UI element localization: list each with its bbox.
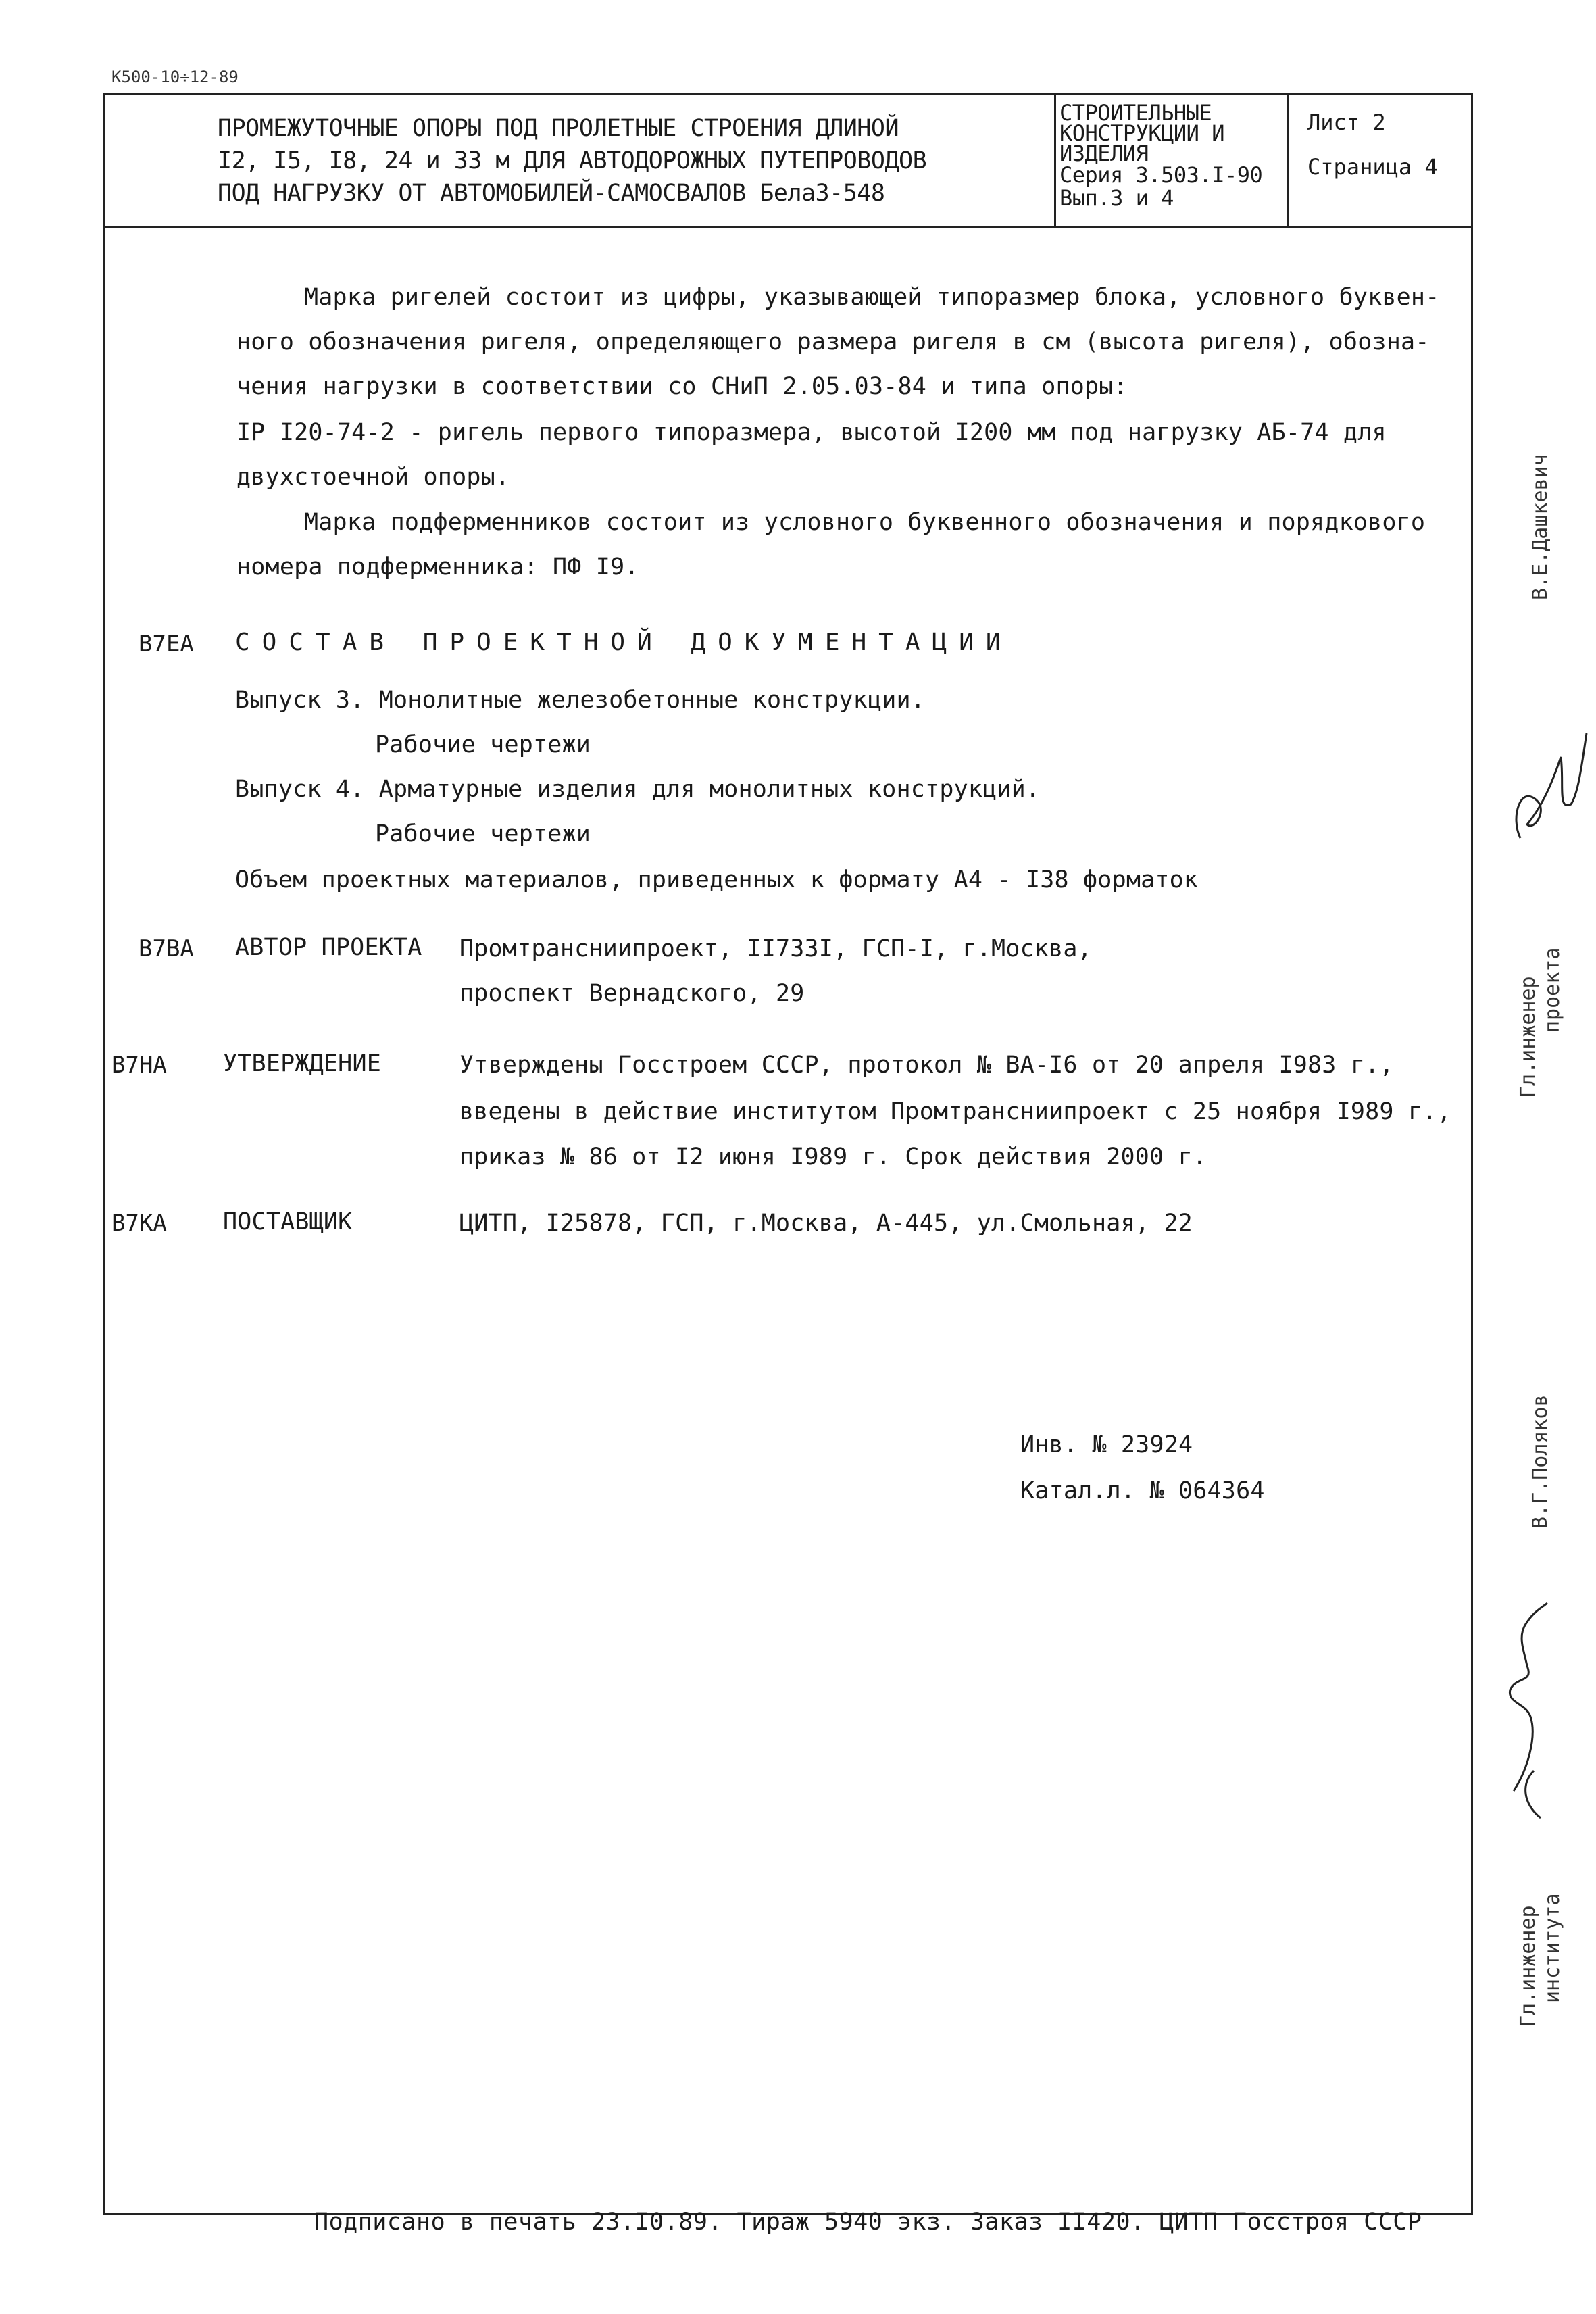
margin-role: проекта [1541,947,1564,1033]
paragraph-line: номера подферменника: ПФ I9. [236,553,639,581]
section-heading: СОСТАВ ПРОЕКТНОЙ ДОКУМЕНТАЦИИ [235,629,1013,656]
author-line: Промтрансниипроект, II733I, ГСП-I, г.Москва, [459,935,1092,962]
series-number: Серия 3.503.I-90 [1059,162,1263,188]
section-code: В7НА [111,1052,167,1079]
composition-line: Выпуск 4. Арматурные изделия для монолитных конструкций. [235,776,1041,803]
stamp-divider [1054,93,1056,227]
paragraph-line: двухстоечной опоры. [236,464,510,491]
series-line: СТРОИТЕЛЬНЫЕ [1059,100,1212,126]
section-code: В7ЕА [139,631,194,658]
section-code: В7КА [111,1210,167,1237]
section-label: ПОСТАВЩИК [223,1208,353,1235]
paragraph-line: чения нагрузки в соответствии со СНиП 2.05.03-84 и типа опоры: [236,373,1128,400]
document-title-line: ПРОМЕЖУТОЧНЫЕ ОПОРЫ ПОД ПРОЛЕТНЫЕ СТРОЕНИЯ ДЛИНОЙ [218,115,899,142]
section-label: АВТОР ПРОЕКТА [235,934,422,961]
margin-name: В.Г.Поляков [1528,1394,1552,1529]
approval-line: введены в действие институтом Промтрансниипроект с 25 ноября I989 г., [459,1098,1451,1125]
paragraph-line: ного обозначения ригеля, определяющего размера ригеля в см (высота ригеля), обозна- [236,328,1430,355]
page-number: Страница 4 [1307,154,1438,180]
approval-line: Утверждены Госстроем СССР, протокол № ВА-I6 от 20 апреля I983 г., [459,1052,1394,1079]
composition-line: Выпуск 3. Монолитные железобетонные конструкции. [235,687,926,714]
sheet-number: Лист 2 [1307,109,1386,135]
margin-role: института [1541,1893,1564,2003]
stamp-divider [1287,93,1289,227]
margin-name: В.Е.Дашкевич [1528,453,1552,600]
composition-line: Рабочие чертежи [375,731,591,758]
signature-image [1507,730,1588,845]
paragraph-line: Марка ригелей состоит из цифры, указывающей типоразмер блока, условного буквен- [304,284,1440,311]
series-line: КОНСТРУКЦИИ И [1059,120,1224,146]
approval-line: приказ № 86 от I2 июня I989 г. Срок действия 2000 г. [459,1143,1207,1171]
margin-role: Гл.инженер [1516,1905,1540,2027]
stamp-divider [103,226,1473,228]
section-code: В7ВА [139,935,194,962]
paragraph-line: Марка подферменников состоит из условного буквенного обозначения и порядкового [304,509,1426,536]
series-issue: Вып.3 и 4 [1059,185,1174,211]
supplier-line: ЦИТП, I25878, ГСП, г.Москва, А-445, ул.Смольная, 22 [459,1210,1193,1237]
catalog-number: Катал.л. № 064364 [1020,1477,1265,1504]
paragraph-line: IР I20-74-2 - ригель первого типоразмера, высотой I200 мм под нагрузку АБ-74 для [236,419,1387,446]
composition-line: Рабочие чертежи [375,820,591,847]
section-label: УТВЕРЖДЕНИЕ [223,1050,381,1077]
composition-line: Объем проектных материалов, приведенных к формату А4 - I38 форматок [235,866,1199,893]
signature-image [1487,1602,1561,1825]
document-title-line: I2, I5, I8, 24 и 33 м ДЛЯ АВТОДОРОЖНЫХ ПУТЕПРОВОДОВ [218,147,927,174]
document-title-line: ПОД НАГРУЗКУ ОТ АВТОМОБИЛЕЙ-САМОСВАЛОВ БелаЗ-548 [218,180,885,207]
author-line: проспект Вернадского, 29 [459,980,805,1007]
corner-code: К500-10÷12-89 [111,68,239,87]
series-line: ИЗДЕЛИЯ [1059,141,1149,166]
margin-role: Гл.инженер [1516,976,1540,1098]
inventory-number: Инв. № 23924 [1020,1431,1193,1458]
print-imprint: Подписано в печать 23.I0.89. Тираж 5940 экз. Заказ II420. ЦИТП Госстроя СССР [314,2209,1422,2236]
